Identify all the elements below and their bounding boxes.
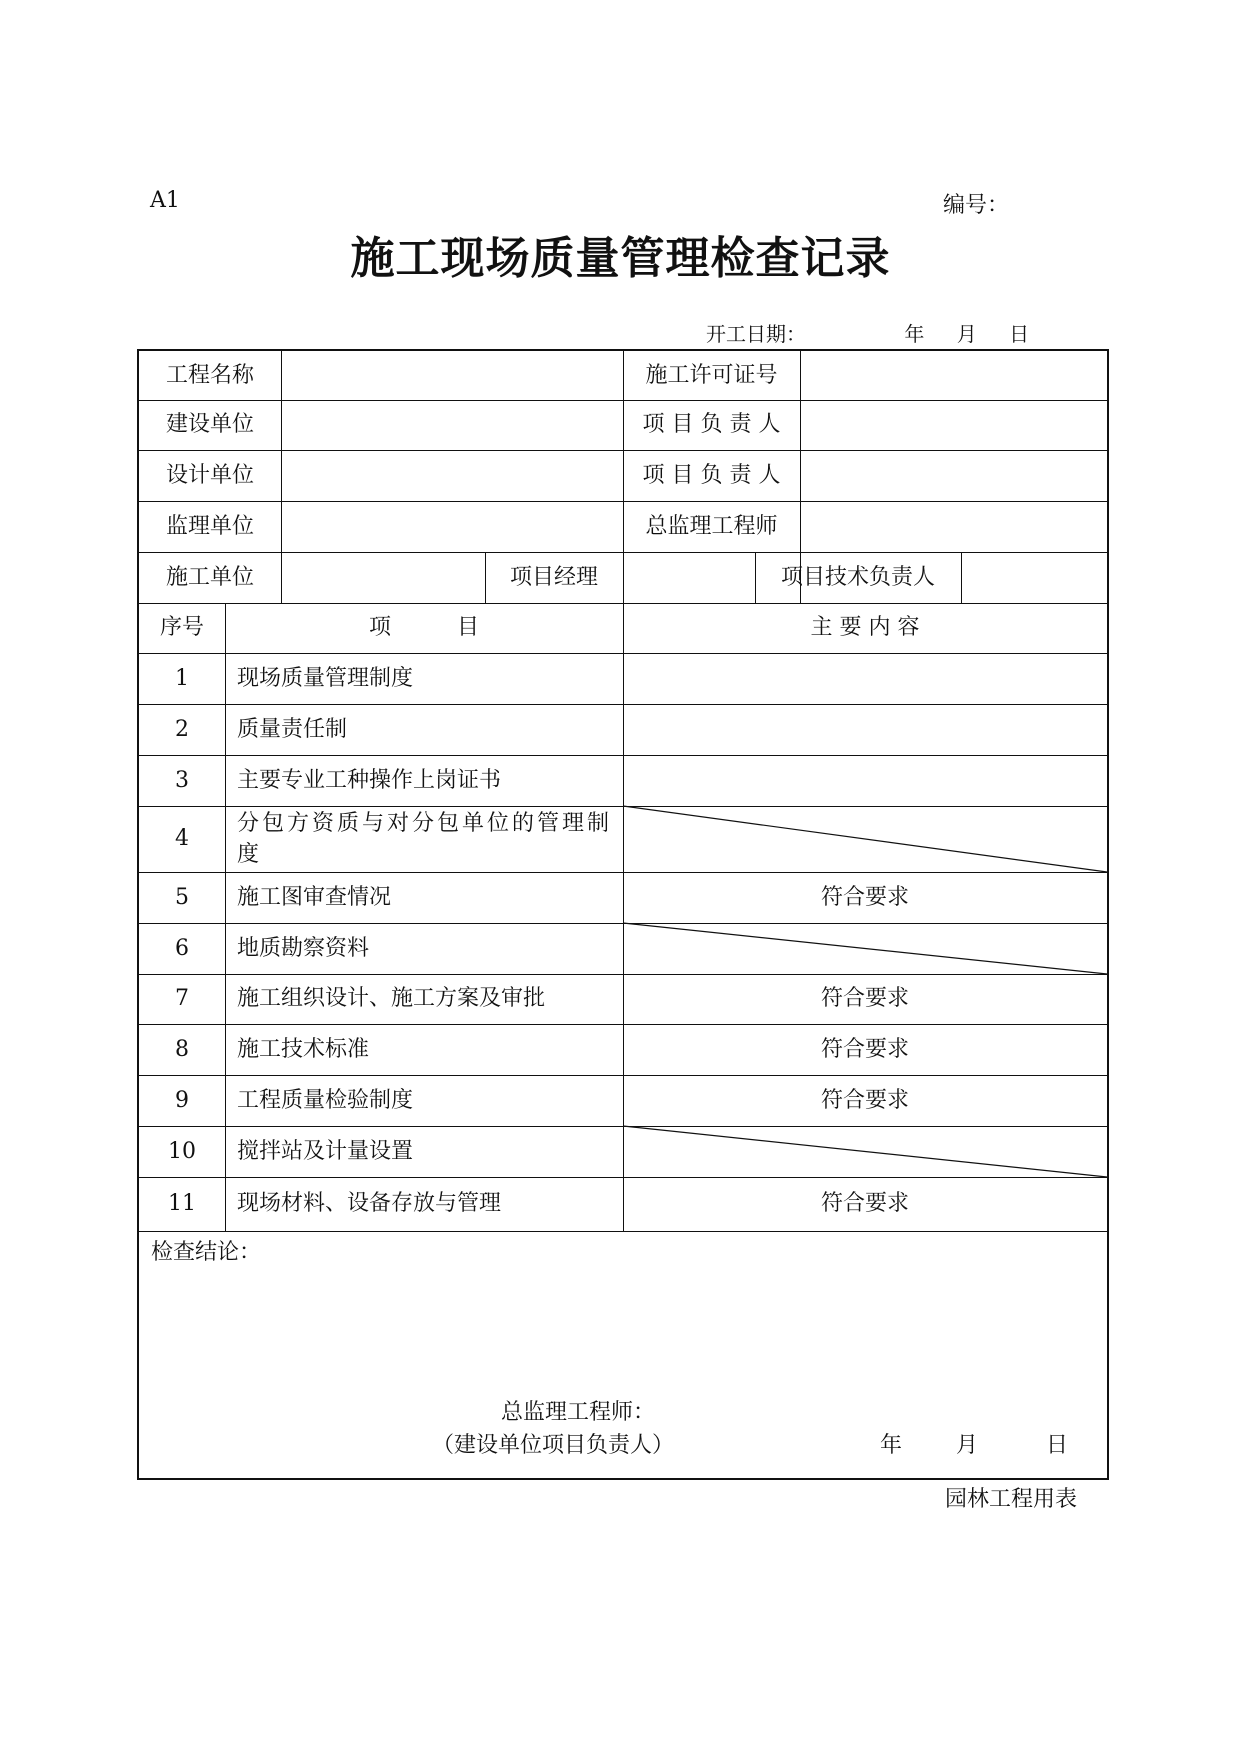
construction-permit-field[interactable] bbox=[800, 351, 1107, 400]
design-unit-field[interactable] bbox=[281, 450, 623, 501]
page-title: 施工现场质量管理检查记录 bbox=[350, 233, 891, 284]
row-item: 工程质量检验制度 bbox=[237, 1087, 414, 1113]
serial-number-label: 编号： bbox=[943, 193, 1010, 218]
start-date bbox=[706, 318, 1029, 347]
form-code: A1 bbox=[150, 188, 180, 213]
row-content[interactable] bbox=[623, 704, 1107, 755]
conclusion-label: 检查结论： bbox=[151, 1240, 262, 1265]
row-content[interactable] bbox=[623, 806, 1107, 872]
client-project-leader-field[interactable] bbox=[800, 400, 1107, 450]
row-number: 5 bbox=[175, 884, 189, 910]
row-item: 分包方资质与对分包单位的管理制度 bbox=[237, 811, 613, 867]
row-number: 7 bbox=[175, 986, 189, 1011]
row-content[interactable]: 符合要求 bbox=[820, 1036, 909, 1062]
client-unit-field[interactable] bbox=[281, 400, 623, 450]
row-content[interactable] bbox=[623, 923, 1107, 974]
contractor-unit-label: 施工单位 bbox=[165, 564, 254, 590]
supervision-unit-field[interactable] bbox=[281, 501, 623, 552]
conclusion-date-day: 日 bbox=[1046, 1433, 1069, 1458]
project-manager-label: 项目经理 bbox=[509, 564, 598, 590]
chief-supervisor-signature-label: 总监理工程师： bbox=[501, 1400, 656, 1425]
project-manager-field[interactable] bbox=[623, 552, 755, 603]
col-header-no: 序号 bbox=[159, 615, 204, 640]
start-date-year: 年 bbox=[904, 322, 925, 346]
row-item: 现场质量管理制度 bbox=[237, 665, 414, 691]
supervision-unit-label: 监理单位 bbox=[165, 513, 254, 539]
technical-leader-field[interactable] bbox=[961, 552, 1107, 603]
footer-note: 园林工程用表 bbox=[945, 1487, 1078, 1512]
row-item: 施工图审查情况 bbox=[237, 884, 392, 910]
chief-supervisor-label: 总监理工程师 bbox=[645, 513, 778, 539]
col-header-content: 主 要 内 容 bbox=[810, 615, 920, 640]
conclusion-date-month: 月 bbox=[956, 1433, 979, 1458]
row-content[interactable] bbox=[623, 755, 1107, 806]
row-number: 2 bbox=[175, 716, 189, 742]
inspection-form bbox=[137, 349, 1109, 1480]
row-item: 施工技术标准 bbox=[237, 1036, 370, 1062]
row-number: 3 bbox=[175, 767, 189, 793]
row-item: 施工组织设计、施工方案及审批 bbox=[237, 986, 546, 1011]
row-number: 8 bbox=[175, 1036, 189, 1062]
project-name-label: 工程名称 bbox=[165, 362, 254, 388]
design-project-leader-label: 项 目 负 责 人 bbox=[642, 462, 781, 488]
row-content[interactable]: 符合要求 bbox=[820, 884, 909, 910]
conclusion-date-year: 年 bbox=[880, 1433, 903, 1458]
row-item: 现场材料、设备存放与管理 bbox=[237, 1191, 502, 1216]
row-content[interactable]: 符合要求 bbox=[820, 986, 909, 1011]
start-date-label: 开工日期： bbox=[706, 322, 806, 346]
row-number: 10 bbox=[168, 1138, 196, 1164]
contractor-unit-field[interactable] bbox=[281, 552, 485, 603]
row-content[interactable] bbox=[623, 653, 1107, 704]
row-number: 9 bbox=[175, 1087, 189, 1113]
row-content[interactable] bbox=[623, 1126, 1107, 1177]
row-content[interactable]: 符合要求 bbox=[820, 1191, 909, 1216]
client-unit-label: 建设单位 bbox=[165, 412, 254, 437]
design-unit-label: 设计单位 bbox=[165, 462, 254, 488]
chief-supervisor-field[interactable] bbox=[800, 501, 1107, 552]
row-item: 搅拌站及计量设置 bbox=[237, 1138, 414, 1164]
technical-leader-label: 项目技术负责人 bbox=[780, 564, 935, 590]
construction-permit-label: 施工许可证号 bbox=[645, 362, 778, 388]
row-number: 1 bbox=[175, 665, 189, 691]
row-number: 6 bbox=[175, 935, 189, 961]
client-leader-signature-label: （建设单位项目负责人） bbox=[432, 1433, 675, 1458]
project-name-field[interactable] bbox=[281, 351, 623, 400]
row-number: 4 bbox=[175, 826, 189, 851]
row-item: 地质勘察资料 bbox=[237, 935, 370, 961]
start-date-day: 日 bbox=[1009, 322, 1030, 346]
col-header-item: 项 目 bbox=[368, 615, 479, 640]
design-project-leader-field[interactable] bbox=[800, 450, 1107, 501]
client-project-leader-label: 项 目 负 责 人 bbox=[642, 412, 781, 437]
start-date-month: 月 bbox=[956, 322, 977, 346]
row-item: 主要专业工种操作上岗证书 bbox=[237, 767, 502, 793]
row-number: 11 bbox=[168, 1191, 196, 1216]
row-content[interactable]: 符合要求 bbox=[820, 1087, 909, 1113]
row-item: 质量责任制 bbox=[237, 716, 348, 742]
